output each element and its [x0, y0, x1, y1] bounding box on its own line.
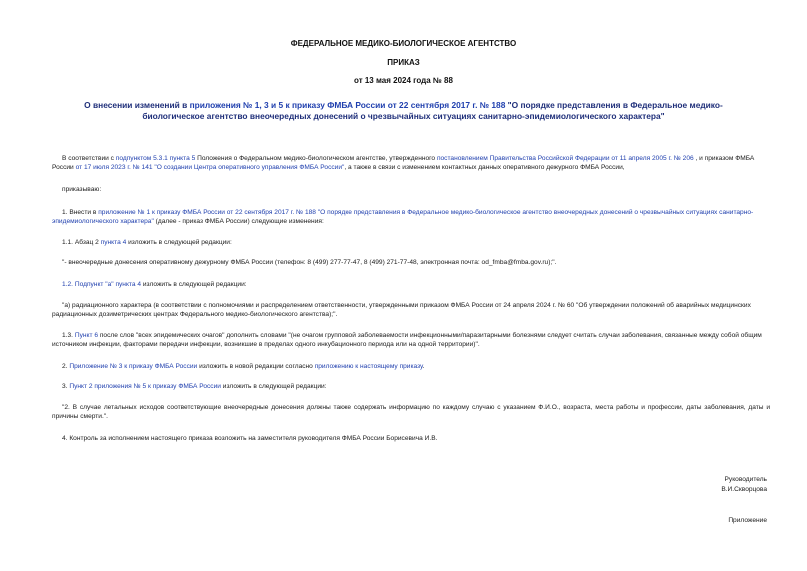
preamble — [52, 154, 770, 172]
preamble-text: В соответствии с — [62, 155, 116, 162]
point-3-link[interactable]: Пункт 2 приложения № 5 к приказу ФМБА России — [69, 383, 221, 390]
point-2-link-appendix3[interactable]: Приложение № 3 к приказу ФМБА России — [69, 363, 198, 370]
quote-1-1: "- внеочередные донесения оперативному дежурному ФМБА России (телефон: 8 (499) 277-77-47, 8 (499) 271-77-48, электронная почта: od_fmba@fmba.gov.ru);". — [62, 259, 557, 266]
point-1-1-text: 1.1. Абзац 2 — [62, 239, 101, 246]
point-2-link-appendix[interactable]: приложению к настоящему приказу — [314, 363, 423, 370]
point-2-text: изложить в новой редакции согласно — [197, 363, 315, 370]
order-word: приказываю: — [62, 186, 102, 193]
point-3 — [62, 382, 327, 391]
document-title — [0, 100, 807, 122]
point-1-2 — [62, 280, 247, 289]
point-3-text: 3. — [62, 383, 70, 390]
preamble-link-order[interactable]: от 17 июля 2023 г. № 141 "О создании Центра оперативного управления ФМБА России" — [75, 164, 345, 171]
point-1 — [52, 208, 770, 226]
point-1-2-link[interactable]: 1.2. Подпункт "а" пункта 4 — [62, 281, 142, 288]
point-1-3-text: 1.3. — [62, 332, 75, 339]
document-type: ПРИКАЗ — [387, 58, 420, 67]
point-1-1-link[interactable]: пункта 4 — [100, 239, 127, 246]
title-link[interactable]: приложения № 1, 3 и 5 к приказу ФМБА России от 22 сентября 2017 г. № 188 — [189, 100, 506, 110]
agency-name: ФЕДЕРАЛЬНОЕ МЕДИКО-БИОЛОГИЧЕСКОЕ АГЕНТСТВО — [290, 39, 517, 48]
point-1-3 — [52, 331, 770, 349]
point-2-text: . — [422, 363, 425, 370]
point-3-text: изложить в следующей редакции: — [220, 383, 327, 390]
quote-1-2: "а) радиационного характера (в соответствии с полномочиями и распределением ответственности, утвержденными приказом ФМБА России от 24 апреля 2024 г. № 60 "Об утверждении положений об аварийных медицинских радиационных дозиметрических центрах Федерального медико-биологического агентства);". — [52, 302, 751, 318]
point-1-text: (далее - приказ ФМБА России) следующие изменения: — [153, 218, 324, 225]
point-1-link[interactable]: приложение № 1 к приказу ФМБА России от 22 сентября 2017 г. № 188 "О порядке представления в Федеральное медико-биологическое агентство внеочередных донесений о чрезвычайных ситуациях санитарно-эпидемиологического характера" — [52, 209, 754, 225]
point-1-1-text: изложить в следующей редакции: — [126, 239, 232, 246]
point-1-text: 1. Внести в — [62, 209, 99, 216]
signature-role: Руководитель — [724, 476, 767, 483]
point-1-3-link[interactable]: Пункт 6 — [74, 332, 98, 339]
preamble-text: Положения о Федеральном медико-биологическом агентстве, утвержденного — [195, 155, 437, 162]
preamble-text: , и приказом ФМБА России — [52, 155, 755, 171]
point-1-3-text: после слов "всех эпидемических очагов" дополнить словами "(не очагом групповой заболеваемости инфекционными/паразитарными болезнями следует считать случаи заболевания, связанные между собой общим источником инфекции, факторами передачи инфекции, возникшие в пределах одного инкубационного периода или на одной территории)". — [52, 332, 762, 348]
title-prefix: О внесении изменений в — [84, 100, 190, 110]
point-1-1 — [62, 238, 232, 247]
point-4: 4. Контроль за исполнением настоящего приказа возложить на заместителя руководителя ФМБА России Борисевича И.В. — [62, 435, 438, 442]
point-1-2-text: изложить в следующей редакции: — [141, 281, 247, 288]
point-2-text: 2. — [62, 363, 70, 370]
preamble-link-resolution[interactable]: постановлением Правительства Российской Федерации от 11 апреля 2005 г. № 206 — [436, 155, 694, 162]
quote-3: "2. В случае летальных исходов соответствующие внеочередные донесения должны также содержать информацию по каждому случаю с указанием Ф.И.О., возраста, места работы и профессии, даты заболевания, даты и причины смерти.". — [52, 404, 770, 420]
point-2 — [62, 362, 425, 371]
appendix-label: Приложение — [728, 517, 767, 524]
document-date-number: от 13 мая 2024 года № 88 — [354, 76, 453, 85]
preamble-text: , а также в связи с изменением контактных данных оперативного дежурного ФМБА России, — [344, 164, 625, 171]
signature-name: В.И.Скворцова — [721, 486, 767, 493]
title-suffix: "О порядке представления в Федеральное медико-биологическое агентство внеочередных донесений о чрезвычайных ситуациях санитарно-эпидемиологического характера" — [142, 100, 723, 121]
preamble-link-subpoint[interactable]: подпунктом 5.3.1 пункта 5 — [115, 155, 196, 162]
